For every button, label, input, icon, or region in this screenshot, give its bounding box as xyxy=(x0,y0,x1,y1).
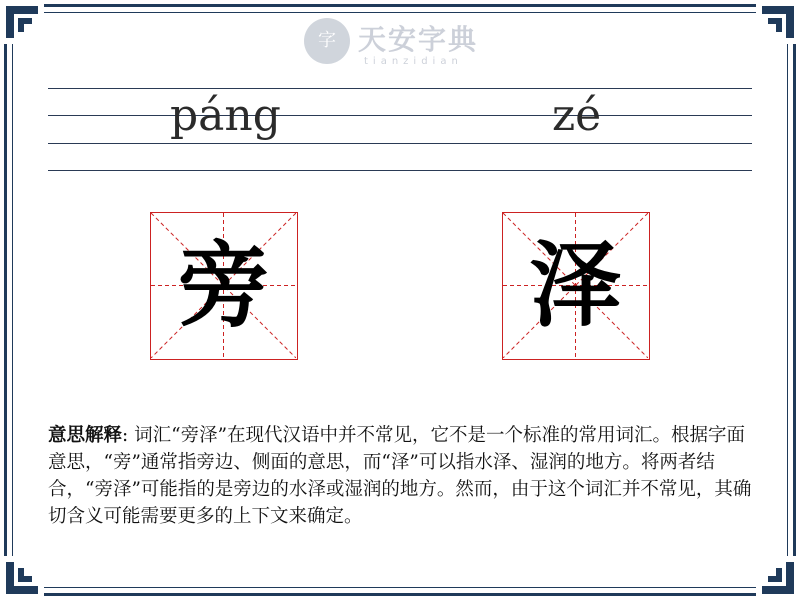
corner-ornament-icon xyxy=(756,4,796,44)
pinyin-first: páng xyxy=(170,90,281,141)
corner-ornament-icon xyxy=(4,556,44,596)
character-second: 泽 xyxy=(529,231,622,339)
pinyin-rule xyxy=(48,88,752,89)
pinyin-second: zé xyxy=(552,90,602,141)
pinyin-rule xyxy=(48,143,752,144)
character-first: 旁 xyxy=(177,231,270,339)
corner-ornament-icon xyxy=(4,4,44,44)
pinyin-rule xyxy=(48,115,752,116)
logo-seal-icon: 字 xyxy=(304,18,350,64)
character-grid-first xyxy=(150,212,298,360)
explanation-text: : 词汇“旁泽”在现代汉语中并不常见，它不是一个标准的常用词汇。根据字面意思，“旁”通常指旁边、侧面的意思，而“泽”可以指水泽、湿润的地方。将两者结合，“旁泽”可能指的是旁边的水泽或湿润的地方。然而，由于这个词汇并不常见，其确切含义可能需要更多的上下文来确定。 xyxy=(48,425,752,527)
logo-name: 天安字典 xyxy=(358,23,479,56)
character-grid-second xyxy=(502,212,650,360)
logo-subtitle: tianzidian xyxy=(364,56,463,67)
explanation-label: 意思解释 xyxy=(48,425,123,446)
explanation-paragraph xyxy=(48,422,760,530)
watermark-logo xyxy=(300,14,500,70)
pinyin-rule xyxy=(48,170,752,171)
corner-ornament-icon xyxy=(756,556,796,596)
